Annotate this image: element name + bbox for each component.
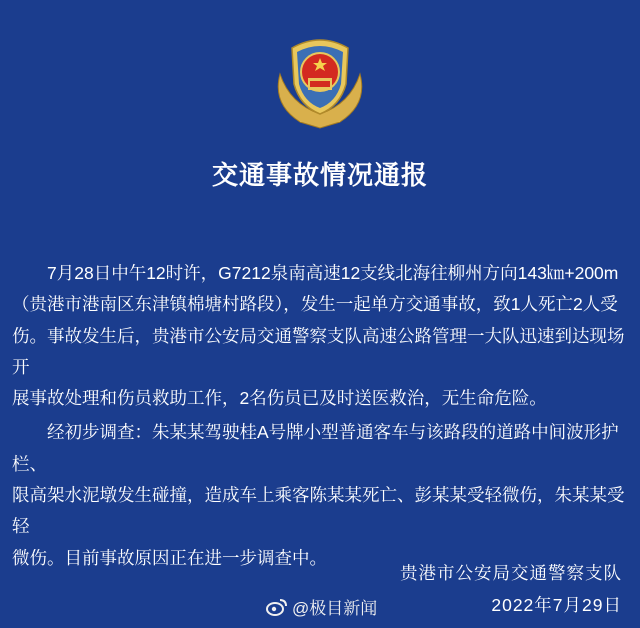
weibo-watermark	[266, 594, 377, 619]
police-emblem-icon	[270, 34, 370, 132]
notice-title: 交通事故情况通报	[211, 160, 428, 190]
notice-body	[12, 258, 628, 574]
issuer-signature: 贵港市公安局交通警察支队	[400, 563, 622, 583]
paragraph-investigation	[12, 417, 628, 573]
paragraph-accident	[12, 258, 628, 414]
weibo-icon	[266, 598, 288, 616]
text-line: 经初步调查：朱某某驾驶桂A号牌小型普通客车与该路段的道路中间波形护栏、	[12, 422, 619, 474]
text-line: 限高架水泥墩发生碰撞，造成车上乘客陈某某死亡、彭某某受轻微伤，朱某某受轻	[12, 485, 625, 537]
text-line: （贵港市港南区东津镇棉塘村路段），发生一起单方交通事故，致1人死亡2人受	[12, 294, 618, 315]
issue-date: 2022年7月29日	[491, 595, 622, 615]
watermark-text: @极目新闻	[292, 599, 378, 618]
text-line: 展事故处理和伤员救助工作，2名伤员已及时送医救治，无生命危险。	[12, 388, 547, 409]
text-line: 伤。事故发生后，贵港市公安局交通警察支队高速公路管理一大队迅速到达现场开	[12, 325, 625, 377]
text-line: 7月28日中午12时许，G7212泉南高速12支线北海往柳州方向143㎞+200m	[12, 263, 619, 283]
text-line: 微伤。目前事故原因正在进一步调查中。	[12, 547, 327, 568]
